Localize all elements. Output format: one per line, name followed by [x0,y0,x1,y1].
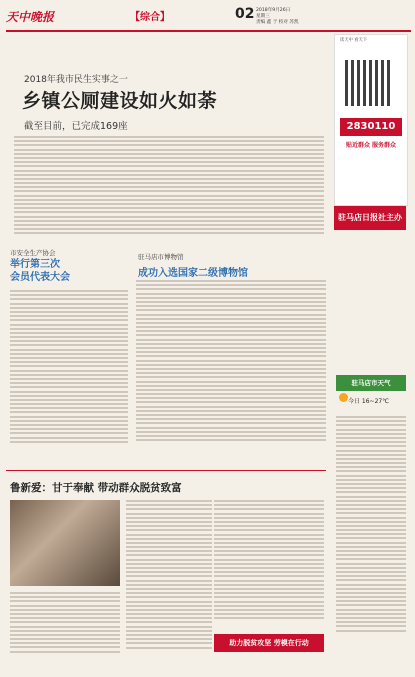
section-label: 【综合】 [130,12,170,23]
bottom-headline: 鲁新爱：甘于奉献 带动群众脱贫致富 [10,482,182,494]
newspaper-logo: 天中晚报 [6,10,55,24]
main-subhead: 截至目前，已完成169座 [24,121,128,132]
right-column-body [336,416,406,646]
main-headline: 乡镇公厕建设如火如荼 [22,90,218,112]
story-photo [10,500,120,586]
ad-caption: 读天中 看天下 [340,38,368,43]
header-info [256,8,299,26]
section3-body [136,280,326,462]
ad-phone: 2830110 [340,118,402,136]
section2-kicker: 市安全生产协会 [10,249,56,257]
bottom-right-body [214,500,324,632]
header-weekday: 星期三 [256,14,270,19]
section2-headline [10,258,70,284]
ad-strip: 驻马店日报社主办 [334,206,406,230]
sun-icon [339,393,348,402]
header-editors: 责编 鑫 于 校对 苏凯 [256,20,299,25]
section2-headline-line1: 举行第三次 [10,259,60,270]
ad-tagline: 贴近群众 服务群众 [345,142,397,149]
section3-headline: 成功入选国家二级博物馆 [138,268,248,279]
bottom-left-body [10,592,120,662]
bottom-middle-body [126,500,212,660]
header-rule [6,30,411,32]
section2-body [10,290,128,460]
header-date: 2018年9月26日 [256,8,291,13]
page-number: 02 [235,6,255,22]
main-story-body [14,136,324,238]
weather-temp: 今日 16~27℃ [348,398,389,405]
main-kicker: 2018年我市民生实事之一 [24,75,128,85]
section3-kicker: 驻马店市博物馆 [138,253,184,261]
section2-headline-line2: 会员代表大会 [10,272,70,283]
bottom-rule [6,470,326,471]
weather-title: 驻马店市天气 [336,375,406,391]
bottom-banner: 助力脱贫攻坚 劳模在行动 [214,634,324,652]
qr-code-icon[interactable] [345,60,391,106]
